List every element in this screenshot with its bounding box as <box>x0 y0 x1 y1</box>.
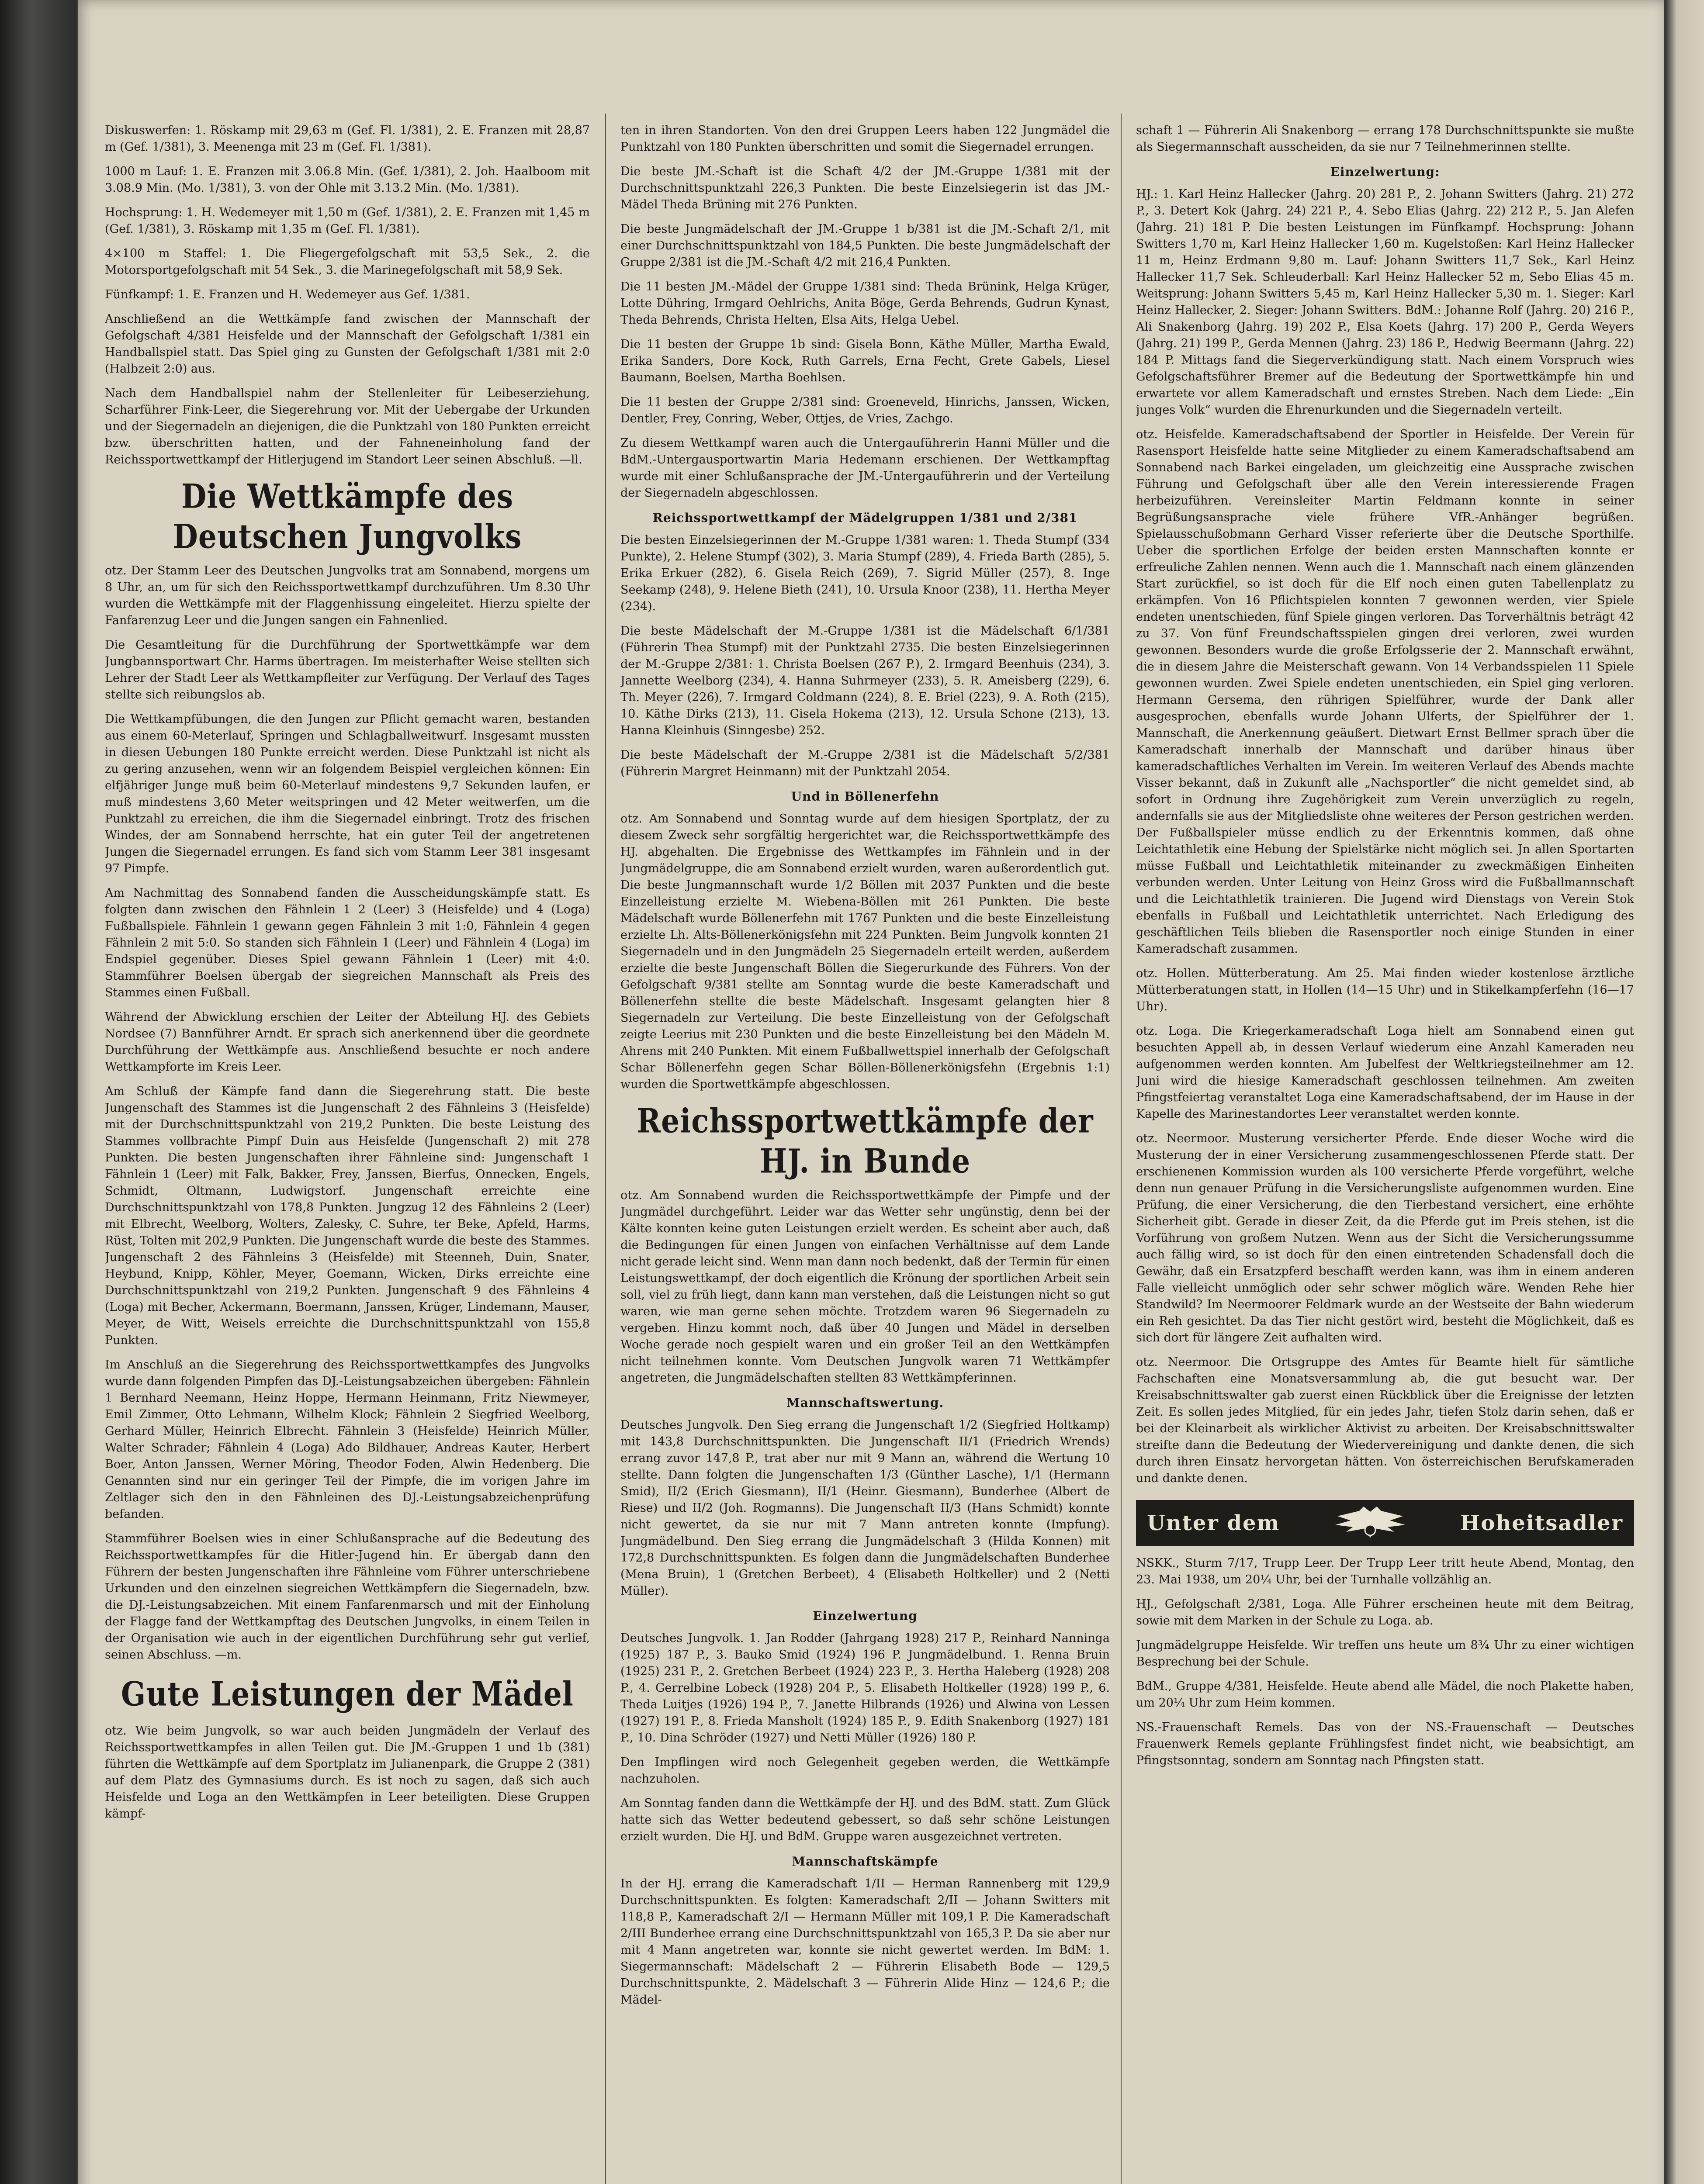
article-paragraph: Am Schluß der Kämpfe fand dann die Siegerehrung statt. Die beste Jungenschaft des Stammes ist die Jungenschaft 2 des Fähnleins 3 (Heisfelde) mit der Durchschnittspunktzahl von 219,2 Punkten. Die beste Leistung des Stammes vollbrachte Pimpf Duin aus Heisfelde (Jungenschaft 2) mit 278 Punkten. Die besten Jungenschaften ihrer Fähnleine sind: Jungenschaft 1 Fähnlein 1 (Leer) mit Falk, Bakker, Frey, Janssen, Bierfus, Onnecken, Engels, Schmidt, Oltmann, Ludwigstorf. Jungenschaft erreichte eine Durchschnittspunktzahl von 178,8 Punkten. Jungzug 12 des Fähnleins 2 (Leer) mit Elbrecht, Weelborg, Wolters, Zalesky, C. Suhre, ter Beke, Apfeld, Harms, Rüst, Tolten mit 202,9 Punkten. Die Jungenschaft wurde die beste des Stammes. Jungenschaft 2 des Fähnleins 3 (Heisfelde) mit Steenneh, Duin, Snater, Heybund, Knipp, Köhler, Meyer, Goemann, Wicken, Dirks erreichte eine Durchschnittspunktzahl von 219,2 Punkten. Jungenschaft 9 des Fähnleins 4 (Loga) mit Becher, Ackermann, Boermann, Janssen, Krüger, Lindemann, Mauser, Meyer, de Witt, Weisels erreichte die Durchschnittspunktzahl von 155,8 Punkten. <box>105 1085 590 1347</box>
subheading-mannschaftskaempfe: Mannschaftskämpfe <box>792 1854 939 1869</box>
article-paragraph: schaft 1 — Führerin Ali Snakenborg — errang 178 Durchschnittspunkte sie mußte als Siegermannschaft ausscheiden, da sie nur 7 Teilnehmerinnen stellte. <box>1136 124 1634 154</box>
article-paragraph: Zu diesem Wettkampf waren auch die Untergauführerin Hanni Müller und die BdM.-Untergausportwartin Maria Hedemann erschienen. Der Wettkampftag wurde mit einer Schlußansprache der JM.-Untergauführerin und der Verteilung der Siegernadeln abgeschlossen. <box>620 436 1110 500</box>
column-rule <box>1121 114 1122 2184</box>
article-paragraph: Anschließend an die Wettkämpfe fand zwischen der Mannschaft der Gefolgschaft 4/381 Heisfelde und der Mannschaft der Gefolgschaft 1/381 ein Handballspiel statt. Das Spiel ging zu Gunsten der Gefolgschaft 1/381 mit 2:0 (Halbzeit 2:0) aus. <box>105 312 590 376</box>
result-paragraph: Fünfkampf: 1. E. Franzen und H. Wedemeyer aus Gef. 1/381. <box>105 288 470 301</box>
subheading-einzelwertung: Einzelwertung <box>813 1609 918 1623</box>
result-paragraph: 4×100 m Staffel: 1. Die Fliegergefolgschaft mit 53,5 Sek., 2. die Motorsportgefolgschaft mit 54 Sek., 3. die Marinegefolgschaft mit 58,9 Sek. <box>105 247 590 277</box>
article-paragraph: otz. Heisfelde. Kameradschaftsabend der Sportler in Heisfelde. Der Verein für Rasensport Heisfelde hatte seine Mitglieder zu einem Kameradschaftsabend am Sonnabend nach Barkei eingeladen, um gleichzeitig eine Aussprache zwischen Führung und Gefolgschaft über alle den Verein interessierende Fragen herbeizuführen. Vereinsleiter Martin Feldmann konnte in seiner Begrüßungsansprache viele frühere VfR.-Anhänger begrüßen. Spielausschußobmann Gerhard Visser referierte über die Deutsche Sporthilfe. Ueber die sportlichen Erfolge der beiden ersten Mannschaften konnte er erfreuliche Zahlen nennen. Wenn auch die 1. Mannschaft nach einem glänzenden Start zurückfiel, so ist doch für die Elf noch einen guten Tabellenplatz zu erkämpfen. Von 16 Pflichtspielen konnten 7 gewonnen werden, vier Spiele endeten unentschieden, fünf Spiele gingen verloren. Das Torverhältnis beträgt 42 zu 37. Von fünf Freundschaftsspielen gingen drei verloren, zwei wurden gewonnen. Besonders wurde die große Erfolgsserie der 2. Mannschaft erwähnt, die in diesem Jahre die Meisterschaft gewann. Von 14 Verbandsspielen 11 Spiele gewonnen wurden. Zwei Spiele endeten unentschieden, ein Spiel ging verloren. Hermann Gersema, den rührigen Spielführer, wurde der Dank aller ausgesprochen, ebenfalls wurde Johann Ulferts, der Spielführer der 1. Mannschaft, die Anerkennung geäußert. Dietwart Ernst Bellmer sprach über die Kameradschaft innerhalb der Mannschaft und darüber hinaus über kameradschaftliches Verhalten im Verein. Im weiteren Verlauf des Abends machte Visser bekannt, daß in Zukunft alle „Nachsportler“ die nicht gemeldet sind, ab sofort in Ordnung ihre Zugehörigkeit zum Verein unverzüglich zu regeln, andernfalls sie aus der Mitgliedsliste ohne weiteres der Person gestrichen werden. Der Fußballspieler müsse endlich zu der Erkenntnis kommen, daß ohne Leichtathletik eine Hebung der Spielstärke nicht möglich sei. Jn allen Sportarten müsse Fußball und Leichtathletik miteinander zu zweckmäßigen Einheiten verbunden werden. Unter Leitung von Heinz Gross wird die Fußballmannschaft und die Leichtathletik trainieren. Die Jugend wird Dienstags von Verein Stok ebenfalls in Fußball und Leichtathletik unterrichtet. Nach Erledigung des geschäftlichen Teils blieben die Rasensportler noch einige Stunden in einer Kameradschaft zusammen. <box>1136 428 1634 956</box>
banner-left-text: Unter dem <box>1147 1511 1280 1535</box>
notice-paragraph: HJ., Gefolgschaft 2/381, Loga. Alle Führer erscheinen heute mit dem Beitrag, sowie mit dem Marken in der Schule zu Loga. ab. <box>1136 1597 1634 1628</box>
banner-right-text: Hoheitsadler <box>1460 1511 1623 1535</box>
article-paragraph: Am Nachmittag des Sonnabend fanden die Ausscheidungskämpfe statt. Es folgten dann zwischen den Fähnlein 1 2 (Leer) 3 (Heisfelde) und 4 (Loga) Fußballspiele. Fähnlein 1 gewann gegen Fähnlein 3 mit 1:0, Fähnlein 4 gegen Fähnlein 2 mit 5:0. So standen sich Fähnlein 1 (Leer) und Fähnlein 4 (Loga) im Endspiel gegenüber. Dieses Spiel gewann Fähnlein 1 (Leer) mit 4:0. Stammführer Boelsen übergab der siegreichen Mannschaft als Preis des Stammes einen Fußball. <box>105 886 590 999</box>
article-paragraph: Während der Abwicklung erschien der Leiter der Abteilung HJ. des Gebiets Nordsee (7) Bannführer Arndt. Er sprach sich anerkennend über die geordnete Durchführung der Wettkämpfe aus. Anschließend besuchte er noch andere Wettkampforte im Kreis Leer. <box>105 1010 590 1074</box>
result-paragraph: 1000 m Lauf: 1. E. Franzen mit 3.06.8 Min. (Gef. 1/381), 2. Joh. Haalboom mit 3.08.9 Min. (Mo. 1/381), 3. von der Ohle mit 3.13.2 Min. (Mo. 1/381). <box>105 165 590 195</box>
subheading-boellenerfehn: Und in Böllenerfehn <box>791 789 939 804</box>
result-paragraph: Diskuswerfen: 1. Röskamp mit 29,63 m (Gef. Fl. 1/381), 2. E. Franzen mit 28,87 m (Gef. 1/381), 3. Meenenga mit 23 m (Gef. Fl. 1/381). <box>105 124 590 154</box>
article-paragraph: Die Wettkampfübungen, die den Jungen zur Pflicht gemacht waren, bestanden aus einem 60-Meterlauf, Springen und Schlagballweitwurf. Insgesamt mussten in diesen Uebungen 180 Punkte erreicht werden. Diese Punktzahl ist nicht als zu gering anzusehen, wenn wir an folgendem Beispiel vergleichen können: Ein elfjähriger Junge muß beim 60-Meterlauf mindestens 9,7 Sekunden laufen, er muß mindestens 3,60 Meter weitspringen und 42 Meter weitwerfen, um die Punktzahl zu erreichen, die ihm die Siegernadel einbringt. Trotz des frischen Windes, der am Sonnabend herrschte, hat ein guter Teil der angetretenen Jungen die Siegernadel errungen. Es fand sich vom Stamm Leer 381 insgesamt 97 Pimpfe. <box>105 712 590 875</box>
notice-paragraph: NS.-Frauenschaft Remels. Das von der NS.-Frauenschaft — Deutsches Frauenwerk Remels geplante Frühlingsfest findet nicht, wie beabsichtigt, am Pfingstsonntag, sondern am Sonntag nach Pfingsten statt. <box>1136 1721 1634 1767</box>
headline-maedel: Gute Leistungen der Mädel <box>121 1674 574 1714</box>
article-paragraph: otz. Am Sonnabend wurden die Reichssportwettkämpfe der Pimpfe und der Jungmädel durchgeführt. Leider war das Wetter sehr ungünstig, denn bei der Kälte konnten keine guten Leistungen erzielt werden. Es scheint aber auch, daß die Bedingungen für einen Jungen von einfachen Verhältnisse auf dem Lande nicht gerade leicht sind. Wenn man dann noch bedenkt, daß der Termin für einen Leistungswettkampf, der doch eigentlich die Krönung der sportlichen Arbeit sein soll, viel zu früh liegt, dann kann man verstehen, daß die Leistungen nicht so gut waren, wie man gerne sehen möchte. Trotzdem waren 96 Siegernadeln zu vergeben. Hinzu kommt noch, daß über 40 Jungen und Mädel in derselben Woche gerade noch gespielt waren und ein großer Teil an den Wettkämpfen nicht teilnehmen konnte. Vom Deutschen Jungvolk waren 71 Wettkämpfer angetreten, die Jungmädelschaften stellten 83 Wettkämpferinnen. <box>620 1189 1110 1385</box>
article-paragraph: Den Impflingen wird noch Gelegenheit gegeben werden, die Wettkämpfe nachzuholen. <box>620 1755 1110 1786</box>
article-paragraph: HJ.: 1. Karl Heinz Hallecker (Jahrg. 20) 281 P., 2. Johann Switters (Jahrg. 21) 272 P., 3. Detert Kok (Jahrg. 24) 221 P., 4. Sebo Elias (Jahrg. 22) 212 P., 5. Jan Alefen (Jahrg. 21) 181 P. Die besten Leistungen im Fünfkampf. Hochsprung: Johann Switters 1,70 m, Karl Heinz Hallecker 1,60 m. Kugelstoßen: Karl Heinz Hallecker 11 m, Heinz Erdmann 9,80 m. Lauf: Johann Switters 11,7 Sek., Karl Heinz Hallecker 11,7 Sek. Schleuderball: Karl Heinz Hallecker 52 m, Sebo Elias 45 m. Weitsprung: Johann Switters 5,45 m, Karl Heinz Hallecker 5,30 m. 1. Sieger: Karl Heinz Hallecker, 2. Sieger: Johann Switters. BdM.: Johanne Rolf (Jahrg. 20) 216 P., Ali Snakenborg (Jahrg. 19) 202 P., Elsa Koets (Jahrg. 17) 200 P., Gerda Weyers (Jahrg. 21) 199 P., Gerda Mennen (Jahrg. 23) 186 P., Hedwig Beermann (Jahrg. 22) 184 P. Mittags fand die Siegerverkündigung statt. Nach einem Vorspruch wies Gefolgschaftsführer Bremer auf die Bedeutung der Sportwettkämpfe hin und erwartete vor allem Kameradschaft und ernstes Streben. Nach dem Liede: „Ein junges Volk“ wurden die Ehrenurkunden und die Siegernadeln verteilt. <box>1136 187 1634 417</box>
notice-paragraph: NSKK., Sturm 7/17, Trupp Leer. Der Trupp Leer tritt heute Abend, Montag, den 23. Mai 1938, um 20¼ Uhr, bei der Turnhalle vollzählig an. <box>1136 1556 1634 1586</box>
article-paragraph: otz. Am Sonnabend und Sonntag wurde auf dem hiesigen Sportplatz, der zu diesem Zweck sehr sorgfältig hergerichtet war, die Reichssportwettkämpfe des HJ. abgehalten. Die Ergebnisse des Wettkampfes im Fähnlein und in der Jungmädelgruppe, die am Sonnabend erzielt wurden, waren außerordentlich gut. Die beste Jungmannschaft wurde 1/2 Böllen mit 2037 Punkten und die beste Einzelleistung erzielte M. Wiebena-Böllen mit 261 Punkten. Die beste Mädelschaft wurde Böllenerfehn mit 1767 Punkten und die beste Einzelleistung erzielte Lh. Alts-Böllenerkönigsfehn mit 224 Punkten. Beim Jungvolk konnten 21 Siegernadeln und in den Jungmädeln 25 Siegernadeln erteilt werden, außerdem erzielte die beste Jungenschaft Böllen die Siegerurkunde des Führers. Von der Gefolgschaft 9/381 stellte am Sonntag wurde die beste Kameradschaft und Böllenerfehn stellte die beste Mädelschaft. Insgesamt gelangten hier 8 Siegernadeln zur Verteilung. Die beste Einzelleistung von der Gefolgschaft zeigte Leerius mit 230 Punkten und die beste Einzelleistung bei den Mädeln M. Ahrens mit 240 Punkten. Mit einem Fußballwettspiel innerhalb der Gefolgschaft Schar Böllenerfehn gegen Schar Böllen-Böllenerkönigsfehn (Ergebnis 1:1) wurden die Sportwettkämpfe abgeschlossen. <box>620 812 1110 1091</box>
article-paragraph: otz. Neermoor. Musterung versicherter Pferde. Ende dieser Woche wird die Musterung der in einer Versicherung zusammengeschlossenen Pferde statt. Der erschienenen Kommission wurden als 100 versicherte Pferde vorgeführt, welche denn nun genauer Prüfung in die Versicherungsliste aufgenommen wurden. Eine Prüfung, die einer Versicherung, die den Tierbestand versichert, eine erhöhte Sicherheit gibt. Gerade in dieser Zeit, da die Pferde gut im Preis stehen, ist die Vorführung von großem Nutzen. Wenn aus der Sicht die Versicherungssumme auch fällig wird, so ist doch für den einen eintretenden Schadensfall doch die Gewähr, daß ein Ersatzpferd beschafft werden kann, was ihm in einem anderen Falle vielleicht unmöglich oder sehr schwer möglich wäre. Wenden Rehe hier Standwild? Im Neermoorer Feldmark wurde an der Westseite der Bahn wiederum ein Reh gesichtet. Da das Tier nicht gestört wird, besteht die Möglichkeit, daß es sich dort für längere Zeit aufhalten wird. <box>1136 1132 1634 1344</box>
headline-bunde: Reichssportwettkämpfe der HJ. in Bunde <box>637 1101 1094 1181</box>
article-paragraph: Die beste Mädelschaft der M.-Gruppe 2/381 ist die Mädelschaft 5/2/381 (Führerin Margret Heinmann) mit der Punktzahl 2054. <box>620 748 1110 778</box>
notice-paragraph: Jungmädelgruppe Heisfelde. Wir treffen uns heute um 8¾ Uhr zu einer wichtigen Besprechung bei der Schule. <box>1136 1638 1634 1669</box>
column-2 <box>620 122 1110 2184</box>
next-page-edge <box>1665 0 1704 2184</box>
book-binding <box>0 0 76 2184</box>
headline-jungvolk: Die Wettkämpfe des Deutschen Jungvolks <box>173 477 522 556</box>
eagle-icon <box>1333 1503 1407 1543</box>
article-paragraph: ten in ihren Standorten. Von den drei Gruppen Leers haben 122 Jungmädel die Punktzahl von 180 Punkten überschritten und somit die Siegernadel errungen. <box>620 124 1110 154</box>
column-1 <box>105 122 590 2184</box>
subheading-mannschaftswertung: Mannschaftswertung. <box>786 1396 944 1410</box>
article-paragraph: Im Anschluß an die Siegerehrung des Reichssportwettkampfes des Jungvolks wurde dann folgenden Pimpfen das DJ.-Leistungsabzeichen übergeben: Fähnlein 1 Bernhard Neemann, Heinz Hoppe, Hermann Heinmann, Fritz Niewmeyer, Emil Zimmer, Otto Lehmann, Wilhelm Klock; Fähnlein 2 Siegfried Weelborg, Gerhard Müller, Heinrich Elbrecht. Fähnlein 3 (Heisfelde) Heinrich Müller, Walter Schrader; Fähnlein 4 (Loga) Ado Bildhauer, Andreas Kauter, Herbert Boer, Anton Janssen, Werner Möring, Theodor Foden, Alwin Hedenberg. Die Genannten sind nur ein geringer Teil der Pimpfe, die im vorigen Jahre im Zeltlager sich den in den Fähnleinen des DJ.-Leistungsabzeichenprüfung befanden. <box>105 1358 590 1521</box>
article-paragraph: Deutsches Jungvolk. Den Sieg errang die Jungenschaft 1/2 (Siegfried Holtkamp) mit 143,8 Durchschnittspunkten. Die Jungenschaft II/1 (Friedrich Wrends) errang zuvor 147,8 P., trat aber nur mit 9 Mann an, während die Wertung 10 stellte. Dann folgten die Jungenschaften 1/3 (Günther Lasche), 1/1 (Hermann Smid), II/2 (Erich Giesmann), II/1 (Heinr. Giesmann), Bunderhee (Albert de Riese) und II/2 (Joh. Rogmanns). Die Jungenschaft II/3 (Hans Schmidt) konnte nicht gewertet, da sie nur mit 7 Mann antreten konnte (Impfung). Jungmädelbund. Den Sieg errang die Jungmädelschaft 3 (Hilda Konnen) mit 172,8 Durchschnittspunkten. Es folgen dann die Jungmädelschaften Bunderhee (Mena Bruin), 1 (Gretchen Berbeet), 4 (Elisabeth Holtkeller) und 2 (Netti Müller). <box>620 1418 1110 1598</box>
article-paragraph: In der HJ. errang die Kameradschaft 1/II — Herman Rannenberg mit 129,9 Durchschnittspunkten. Es folgten: Kameradschaft 2/II — Johann Switters mit 118,8 P., Kameradschaft 2/I — Hermann Müller mit 109,1 P. Die Kameradschaft 2/III Bunderhee errang eine Durchschnittspunktzahl von 165,3 P. Da sie aber nur mit 4 Mann angetreten war, konnte sie nicht gewertet werden. Im BdM: 1. Siegermannschaft: Mädelschaft 2 — Führerin Elisabeth Bode — 129,5 Durchschnittspunkte, 2. Mädelschaft 3 — Führerin Alide Hinz — 124,6 P.; die Mädel- <box>620 1877 1110 2007</box>
column-3 <box>1136 122 1634 2184</box>
article-paragraph: Die beste JM.-Schaft ist die Schaft 4/2 der JM.-Gruppe 1/381 mit der Durchschnittspunktzahl 226,3 Punkten. Die beste Einzelsiegerin ist das JM.-Mädel Theda Brüning mit 276 Punkten. <box>620 165 1110 211</box>
article-paragraph: otz. Hollen. Mütterberatung. Am 25. Mai finden wieder kostenlose ärztliche Mütterberatungen statt, in Hollen (14—15 Uhr) und in Stikelkampferfehn (16—17 Uhr). <box>1136 967 1634 1013</box>
hoheitsadler-banner <box>1136 1500 1634 1546</box>
article-paragraph: Deutsches Jungvolk. 1. Jan Rodder (Jahrgang 1928) 217 P., Reinhard Nanninga (1925) 187 P., 3. Bauko Smid (1924) 196 P. Jungmädelbund. 1. Renna Bruin (1925) 231 P., 2. Gretchen Berbeet (1924) 223 P., 3. Hertha Haleberg (1928) 208 P., 4. Gerrelbine Lobeck (1928) 204 P., 5. Elisabeth Holtkeller (1928) 199 P., 6. Theda Luitjes (1926) 194 P., 7. Janette Hilbrands (1926) und Alwina von Lessen (1927) 191 P., 8. Frieda Mansholt (1924) 185 P., 9. Edith Snakenborg (1927) 181 P., 10. Dina Schröder (1927) und Netti Müller (1926) 180 P. <box>620 1631 1110 1745</box>
article-paragraph: otz. Der Stamm Leer des Deutschen Jungvolks trat am Sonnabend, morgens um 8 Uhr, an, um für sich den Reichssportwettkampf durchzuführen. Um 8.30 Uhr wurden die Wettkämpfe mit der Flaggenhissung eingeleitet. Hierzu spielte der Fanfarenzug Leer und die Jungen sangen ein Fahnenlied. <box>105 564 590 627</box>
article-paragraph: Am Sonntag fanden dann die Wettkämpfe der HJ. und des BdM. statt. Zum Glück hatte sich das Wetter bedeutend gebessert, so daß sehr schöne Leistungen erzielt wurden. Die HJ. und BdM. Gruppe waren ausgezeichnet vertreten. <box>620 1797 1110 1843</box>
notice-paragraph: BdM., Gruppe 4/381, Heisfelde. Heute abend alle Mädel, die noch Plakette haben, um 20¼ Uhr zum Heim kommen. <box>1136 1679 1634 1710</box>
article-paragraph: Die besten Einzelsiegerinnen der M.-Gruppe 1/381 waren: 1. Theda Stumpf (334 Punkte), 2. Helene Stumpf (302), 3. Maria Stumpf (289), 4. Frieda Barth (285), 5. Erika Erkuer (282), 6. Gisela Reich (269), 7. Sigrid Müller (257), 8. Inge Seekamp (248), 9. Helene Bieth (241), 10. Ursula Knoor (238), 11. Hertha Meyer (234). <box>620 533 1110 613</box>
article-paragraph: otz. Wie beim Jungvolk, so war auch beiden Jungmädeln der Verlauf des Reichssportwettkampfes in allen Teilen gut. Die JM.-Gruppen 1 und 1b (381) führten die Wettkämpfe auf dem Sportplatz im Julianenpark, die Gruppe 2 (381) auf dem Platz des Gymnasiums durch. Es ist noch zu sagen, daß sich auch Heisfelde und Loga an den Wettkämpfen in Leer beteiligten. Diese Gruppen kämpf- <box>105 1724 590 1821</box>
article-paragraph: Die 11 besten der Gruppe 2/381 sind: Groeneveld, Hinrichs, Janssen, Wicken, Dentler, Frey, Conring, Weber, Ottjes, de Vries, Zachgo. <box>620 395 1110 425</box>
article-paragraph: Die 11 besten der Gruppe 1b sind: Gisela Bonn, Käthe Müller, Martha Ewald, Erika Sanders, Dore Kock, Ruth Garrels, Erna Fecht, Grete Gabels, Liesel Baumann, Boelsen, Martha Boehlsen. <box>620 338 1110 384</box>
article-paragraph: otz. Neermoor. Die Ortsgruppe des Amtes für Beamte hielt für sämtliche Fachschaften eine Monatsversammlung ab, die gut besucht war. Der Kreisabschnittswalter gab zuerst einen Rückblick über die Ereignisse der letzten Zeit. Es sollen jedes Mitglied, für ein jedes Jahr, tiefen Stolz darin sehen, daß er bei der Kleinarbeit als wirklicher Aktivist zu arbeiten. Der Kreisabschnittswalter streifte dann die Bedeutung der Wiedervereinigung und dankte denen, die sich durch ihren Einsatz hervorgetan hätten. Von österreichischen Berufskameraden und dankte denen. <box>1136 1355 1634 1485</box>
article-paragraph: Die 11 besten JM.-Mädel der Gruppe 1/381 sind: Theda Brünink, Helga Krüger, Lotte Dühring, Irmgard Oehlrichs, Anita Böge, Gerda Behrends, Gudrun Kynast, Theda Behrends, Christa Helten, Elsa Aits, Helga Uebel. <box>620 280 1110 327</box>
article-paragraph: Die Gesamtleitung für die Durchführung der Sportwettkämpfe war dem Jungbannsportwart Chr. Harms übertragen. Im meisterhafter Weise stellten sich Lehrer der Stadt Leer als Wettkampfleiter zur Verfügung. Der Verlauf des Tages stellte sich reibungslos ab. <box>105 638 590 702</box>
subheading-maedelgruppen: Reichssportwettkampf der Mädelgruppen 1/381 und 2/381 <box>652 511 1078 525</box>
article-paragraph: Nach dem Handballspiel nahm der Stellenleiter für Leibeserziehung, Scharführer Fink-Leer, die Siegerehrung vor. Mit der Uebergabe der Urkunden und der Siegernadeln an diejenigen, die die Punktzahl von 180 Punkten erreicht bzw. überschritten hatten, und der Fahneneinholung fand der Reichssportwettkampf der Hitlerjugend im Standort Leer seinen Abschluß. —ll. <box>105 387 590 467</box>
column-rule <box>605 114 606 2184</box>
subheading-einzelwertung: Einzelwertung: <box>1330 165 1440 179</box>
article-paragraph: Die beste Mädelschaft der M.-Gruppe 1/381 ist die Mädelschaft 6/1/381 (Führerin Thea Stumpf) mit der Punktzahl 2735. Die besten Einzelsiegerinnen der M.-Gruppe 2/381: 1. Christa Boelsen (267 P.), 2. Irmgard Beenhuis (234), 3. Jannette Weelborg (234), 4. Hanna Suhrmeyer (233), 5. R. Ameisberg (229), 6. Th. Meyer (226), 7. Irmgard Coldmann (224), 8. E. Briel (223), 9. A. Roth (215), 10. Käthe Dirks (213), 11. Gisela Hokema (213), 12. Ursula Schone (213), 13. Hanna Kleinhuis (Sinngesbe) 252. <box>620 624 1110 737</box>
article-paragraph: otz. Loga. Die Kriegerkameradschaft Loga hielt am Sonnabend einen gut besuchten Appell ab, in dessen Verlauf wiederum eine Anzahl Kameraden neu aufgenommen werden konnten. Am Jubelfest der Weltkriegsteilnehmer am 12. Juni wird die hiesige Kameradschaft geschlossen teilnehmen. Am zweiten Pfingstfeiertag veranstaltet Loga eine Kameradschaftsabend, der im Hause in der Kapelle des Marinestandortes Leer veranstaltet werden konnte. <box>1136 1024 1634 1121</box>
result-paragraph: Hochsprung: 1. H. Wedemeyer mit 1,50 m (Gef. 1/381), 2. E. Franzen mit 1,45 m (Gef. 1/381), 3. Röskamp mit 1,35 m (Gef. Fl. 1/381). <box>105 206 590 236</box>
article-paragraph: Die beste Jungmädelschaft der JM.-Gruppe 1 b/381 ist die JM.-Schaft 2/1, mit einer Durchschnittspunktzahl von 184,5 Punkten. Die beste Jungmädelschaft der Gruppe 2/381 ist die JM.-Schaft 4/2 mit 216,4 Punkten. <box>620 222 1110 269</box>
article-paragraph: Stammführer Boelsen wies in einer Schlußansprache auf die Bedeutung des Reichssportwettkampfes für die Hitler-Jugend hin. Er übergab dann den Führern der besten Jungenschaften ihre Fähnleine vom Führer unterschriebene Urkunden und den einzelnen siegreichen Wettkämpfern die Siegernadeln, bzw. die DJ.-Leistungsabzeichen. Mit einem Fanfarenmarsch und mit der Einholung der Flagge fand der Wettkampftag des Deutschen Jungvolks, in einem Teilen in der Organisation wie auch in der eigentlichen Durchführung sehr gut verlief, seinen Abschluss. —m. <box>105 1532 590 1662</box>
